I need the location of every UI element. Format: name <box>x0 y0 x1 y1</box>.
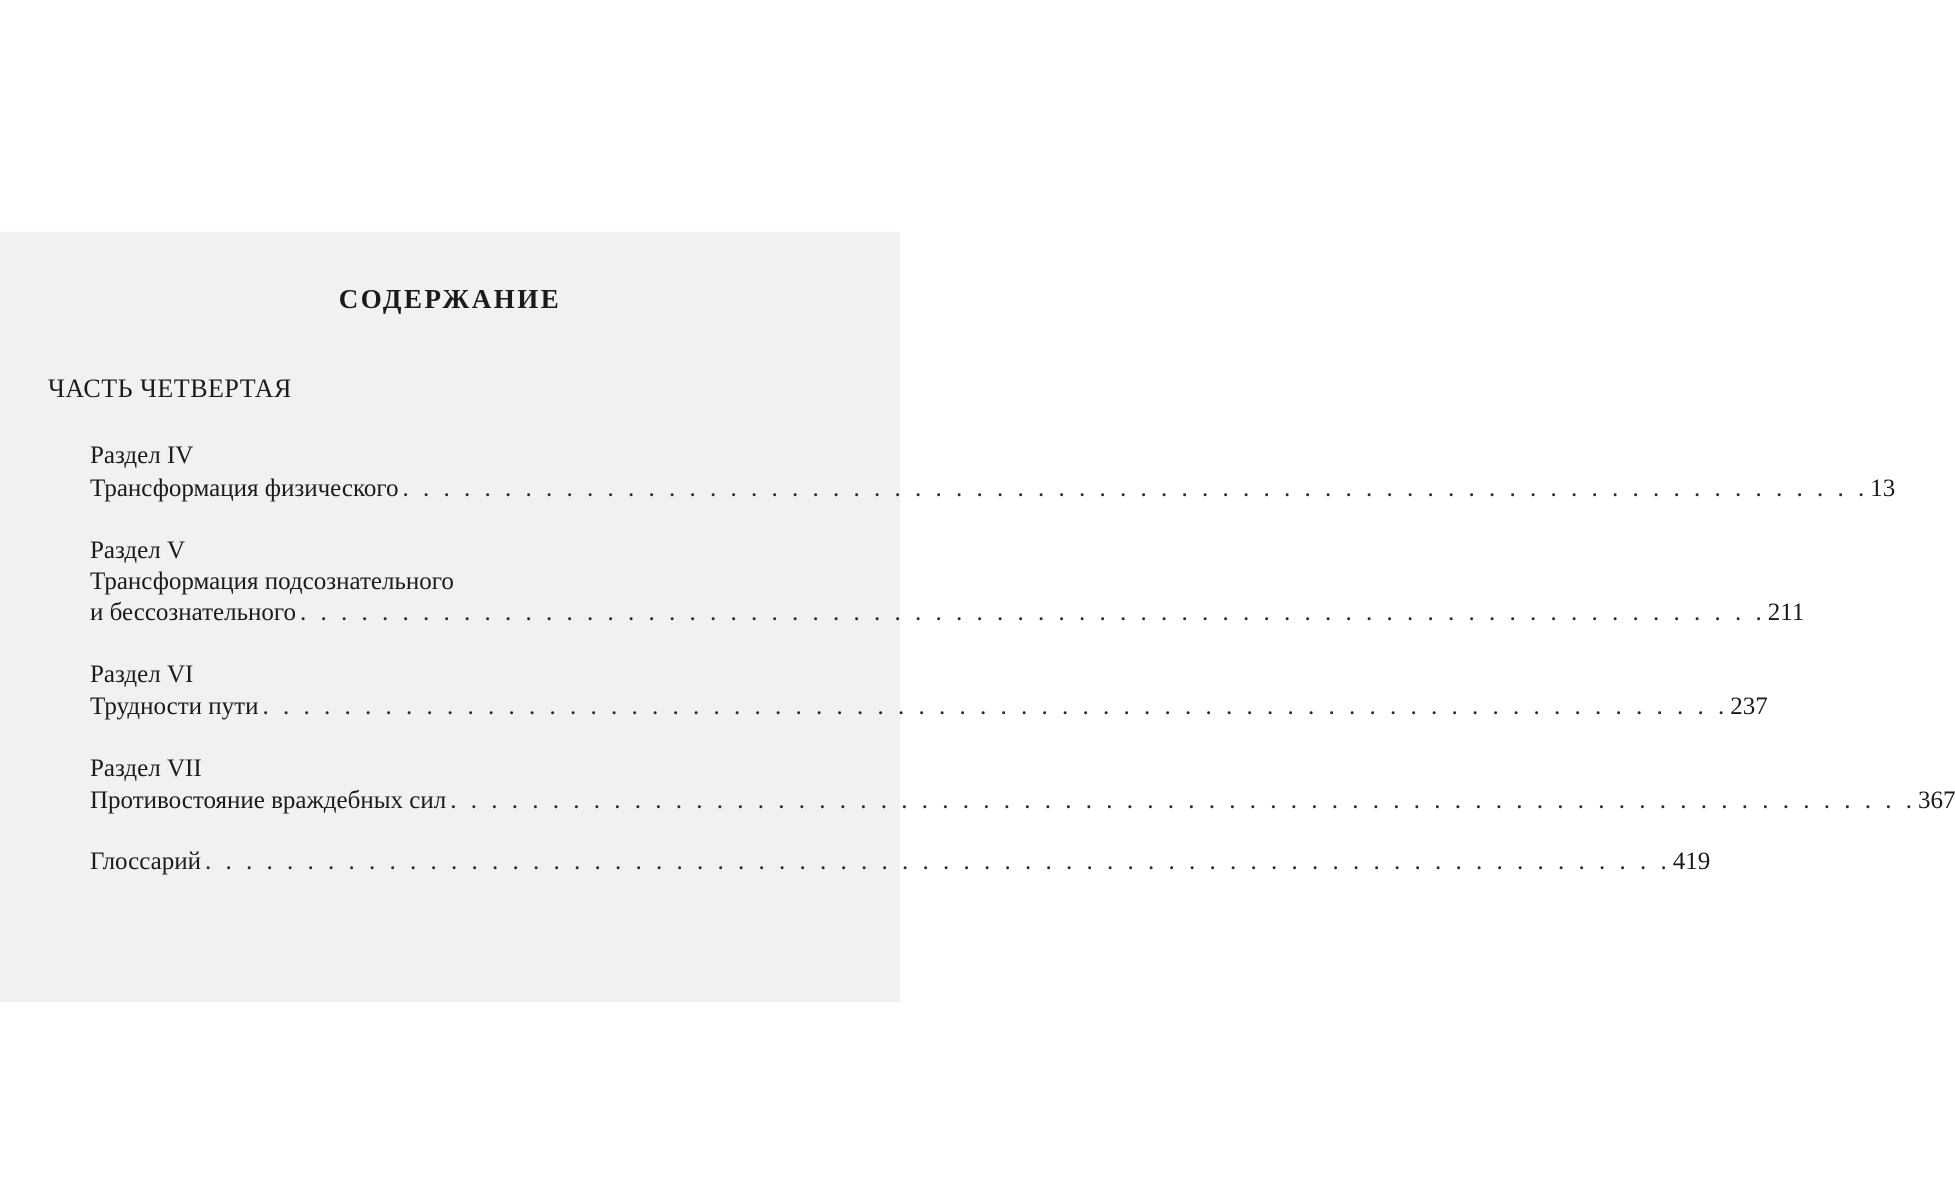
section-label-vii: Раздел VII <box>90 755 202 782</box>
entry-title: Трудности пути <box>90 693 259 720</box>
section-label-v: Раздел V <box>90 537 186 564</box>
part-title: ЧАСТЬ ЧЕТВЕРТАЯ <box>48 374 292 403</box>
toc-entry-v <box>90 599 1805 627</box>
toc-page <box>0 232 1955 1002</box>
toc-entry-glossary <box>90 848 1711 876</box>
entry-title: Глоссарий <box>90 848 202 875</box>
dot-leader: . . . . . . . . . . . . . . . . . . . . . . . . . . . . . . . . . . . . . . . . . . . . . . . . . . . . . . . . . . . . . . . . . . . . . . . . <box>205 848 1671 875</box>
page-number: 13 <box>1870 475 1896 502</box>
toc-heading: СОДЕРЖАНИЕ <box>338 284 562 314</box>
page-number: 237 <box>1730 693 1768 720</box>
section-label-iv: Раздел IV <box>90 442 194 469</box>
page-number: 419 <box>1672 848 1711 875</box>
toc-entry-iv <box>90 475 1896 503</box>
dot-leader: . . . . . . . . . . . . . . . . . . . . . . . . . . . . . . . . . . . . . . . . . . . . . . . . . . . . . . . . . . . . . . . . . . . . . . . . <box>450 787 1916 814</box>
dot-leader: . . . . . . . . . . . . . . . . . . . . . . . . . . . . . . . . . . . . . . . . . . . . . . . . . . . . . . . . . . . . . . . . . . . . . . . . <box>262 693 1729 720</box>
entry-title: Противостояние враждебных сил <box>90 787 447 814</box>
page-number: 211 <box>1767 599 1805 626</box>
entry-title-line-1: Трансформация подсознательного <box>90 568 454 595</box>
toc-entry-vii <box>90 787 1955 815</box>
toc-entry-vi <box>90 693 1768 721</box>
dot-leader: . . . . . . . . . . . . . . . . . . . . . . . . . . . . . . . . . . . . . . . . . . . . . . . . . . . . . . . . . . . . . . . . . . . . . . . . <box>402 475 1869 502</box>
dot-leader: . . . . . . . . . . . . . . . . . . . . . . . . . . . . . . . . . . . . . . . . . . . . . . . . . . . . . . . . . . . . . . . . . . . . . . . . <box>300 599 1766 626</box>
entry-title-line-2: и бессознательного <box>90 599 297 626</box>
page-number: 367 <box>1917 787 1955 814</box>
entry-title: Трансформация физического <box>90 475 399 502</box>
section-label-vi: Раздел VI <box>90 661 194 688</box>
